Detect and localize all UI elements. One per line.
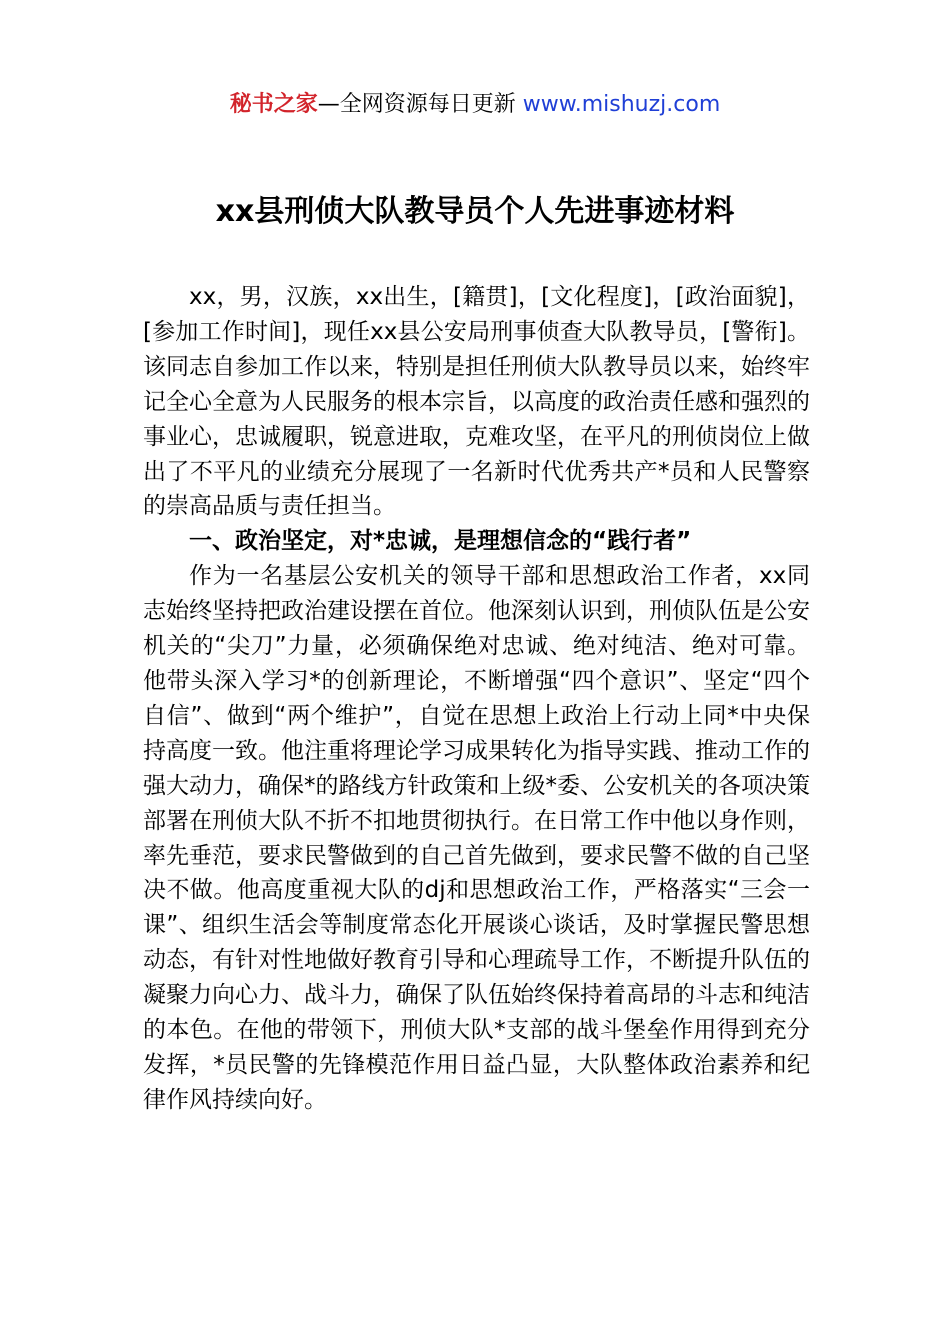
- intro-paragraph: xx，男，汉族，xx出生，[籍贯]，[文化程度]，[政治面貌]，[参加工作时间]，现任xx县公安局刑事侦查大队教导员，[警衔]。该同志自参加工作以来，特别是担任刑侦大队教导员以来，始终牢记全心全意为人民服务的根本宗旨，以高度的政治责任感和强烈的事业心，忠诚履职，锐意进取，克难攻坚，在平凡的刑侦岗位上做出了不平凡的业绩充分展现了一名新时代优秀共产*员和人民警察的崇高品质与责任担当。: [143, 284, 810, 520]
- site-brand: 秘书之家: [229, 92, 318, 117]
- site-url-link[interactable]: www.mishuzj.com: [522, 92, 721, 117]
- document-title: xx县刑侦大队教导员个人先进事迹材料: [215, 194, 735, 229]
- section-heading: 一、政治坚定，对*忠诚，是理想信念的“践行者”: [189, 528, 692, 555]
- site-tagline: —全网资源每日更新: [317, 92, 523, 117]
- site-header: [0, 88, 950, 122]
- section-paragraph: 作为一名基层公安机关的领导干部和思想政治工作者，xx同志始终坚持把政治建设摆在首位。他深刻认识到，刑侦队伍是公安机关的“尖刀”力量，必须确保绝对忠诚、绝对纯洁、绝对可靠。他带头深入学习*的创新理论，不断增强“四个意识”、坚定“四个自信”、做到“两个维护”，自觉在思想上政治上行动上同*中央保持高度一致。他注重将理论学习成果转化为指导实践、推动工作的强大动力，确保*的路线方针政策和上级*委、公安机关的各项决策部署在刑侦大队不折不扣地贯彻执行。在日常工作中他以身作则，率先垂范，要求民警做到的自己首先做到，要求民警不做的自己坚决不做。他高度重视大队的dj和思想政治工作，严格落实“三会一课”、组织生活会等制度常态化开展谈心谈话，及时掌握民警思想动态，有针对性地做好教育引导和心理疏导工作，不断提升队伍的凝聚力向心力、战斗力，确保了队伍始终保持着高昂的斗志和纯洁的本色。在他的带领下，刑侦大队*支部的战斗堡垒作用得到充分发挥，*员民警的先锋模范作用日益凸显，大队整体政治素养和纪律作风持续向好。: [143, 563, 810, 1113]
- document-body: [143, 280, 810, 1118]
